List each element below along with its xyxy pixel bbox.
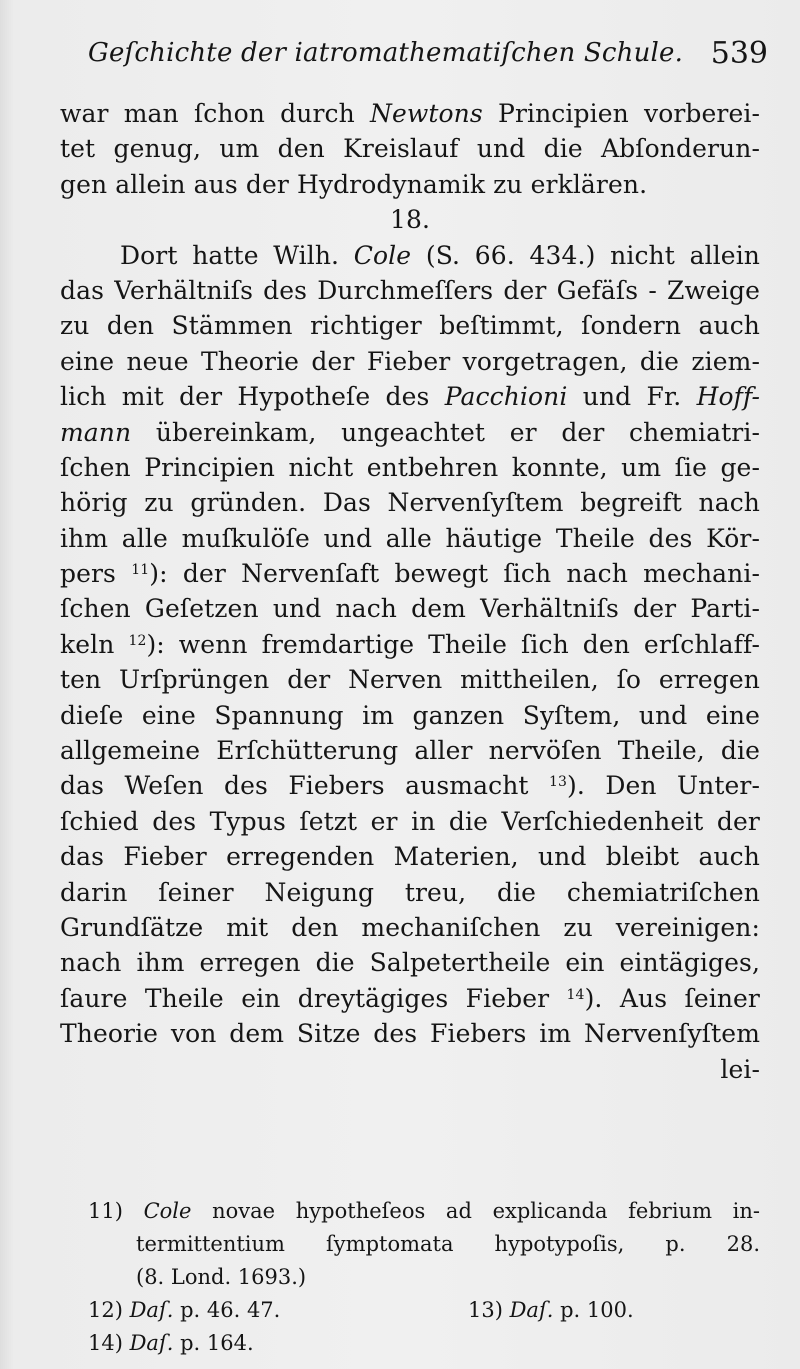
text-line: gen allein aus der Hydrodynamik zu erklären. <box>60 169 648 199</box>
text-line: keln $^{12}$): wenn fremdartige Theile ſich den erſchlaff- <box>60 629 760 659</box>
italic-text: Newtons <box>370 99 483 128</box>
catchword-text: lei- <box>720 1054 760 1084</box>
italic-text: Pacchioni <box>444 382 568 412</box>
text-line: das Weſen des Fiebers ausmacht $^{13}$). Den Unter- <box>60 771 760 801</box>
text-line: ihm alle muſkulöſe und alle häutige Theile des Kör- <box>60 523 760 553</box>
section-number-text: 18. <box>389 205 431 235</box>
text-line: nach ihm erregen die Salpetertheile ein eintägiges, <box>60 948 760 978</box>
text-line: Theorie von dem Sitze des Fiebers im Nervenſyſtem <box>60 1019 760 1049</box>
footnote-row <box>88 1294 760 1327</box>
page-number: 539 <box>710 36 768 71</box>
text-line: ten Urſprüngen der Nerven mittheilen, ſo erregen <box>60 665 760 695</box>
text-line: lich mit der Hypotheſe des Pacchioni und Fr. Hoff- <box>60 382 760 412</box>
text-line: ſchen Geſetzen und nach dem Verhältniſs der Parti- <box>60 594 760 624</box>
footnote-marker: 14 <box>566 986 585 1003</box>
text-line: dieſe eine Spannung im ganzen Syſtem, und eine <box>60 700 760 730</box>
footnote-14: 14) Daſ. p. 164. <box>88 1331 254 1355</box>
text-line: allgemeine Erſchütterung aller nervöſen Theile, die <box>60 736 760 766</box>
text-line: pers $^{11}$): der Nervenſaft bewegt ſich nach mechani- <box>60 559 760 589</box>
footnote-marker: 11 <box>131 562 150 579</box>
text-line: war man ſchon durch Newtons Principien vorberei- <box>60 99 760 128</box>
text-line: zu den Stämmen richtiger beſtimmt, ſondern auch <box>60 311 760 341</box>
italic-text: Daſ. <box>509 1298 554 1322</box>
footnote-row <box>88 1327 760 1360</box>
text-line: Grundſätze mit den mechaniſchen zu vereinigen: <box>60 912 760 942</box>
footnote-11-line-1: 11) Cole novae hypotheſeos ad explicanda febrium in- <box>88 1199 760 1223</box>
text-line: darin ſeiner Neigung treu, die chemiatriſchen <box>60 877 760 907</box>
text-line: tet genug, um den Kreislauf und die Abſonderun- <box>60 134 760 164</box>
footnotes <box>88 1195 760 1360</box>
italic-text: mann <box>60 417 132 447</box>
page-header <box>88 38 768 82</box>
catchword <box>60 1052 760 1087</box>
footnote-11-line-2: termittentium ſymptomata hypotypoſis, p. 28. <box>136 1232 760 1256</box>
footnote-11-line-3: (8. Lond. 1693.) <box>136 1265 307 1289</box>
text-line: ſchied des Typus ſetzt er in die Verſchiedenheit der <box>60 806 760 836</box>
footnote-marker: 13 <box>548 774 567 791</box>
text-line: mann übereinkam, ungeachtet er der chemiatri- <box>60 417 760 447</box>
body-text <box>60 96 760 1087</box>
footnote-marker: 12 <box>128 632 147 649</box>
text-line: das Fieber erregenden Materien, und bleibt auch <box>60 842 760 872</box>
text-line: ſchen Principien nicht entbehren konnte, um ſie ge- <box>60 452 760 482</box>
footnote-13: 13) Daſ. p. 100. <box>468 1298 634 1322</box>
text-line: Dort hatte Wilh. Cole (S. 66. 434.) nicht allein <box>120 240 760 270</box>
text-line: eine neue Theorie der Fieber vorgetragen, die ziem- <box>60 346 760 376</box>
italic-text: Cole <box>143 1199 192 1223</box>
italic-text: Cole <box>353 240 412 270</box>
text-line: ſaure Theile ein dreytägiges Fieber $^{14}$). Aus ſeiner <box>60 983 760 1013</box>
italic-text: Daſ. <box>129 1298 174 1322</box>
italic-text: Hoff- <box>696 382 760 412</box>
running-head: Geſchichte der iatromathematiſchen Schule. <box>88 38 684 68</box>
section-number <box>60 202 760 237</box>
italic-text: Daſ. <box>129 1331 174 1355</box>
text-line: hörig zu gründen. Das Nervenſyſtem begreift nach <box>60 488 760 518</box>
text-line: das Verhältniſs des Durchmeſſers der Gefäſs - Zweige <box>60 275 760 305</box>
footnote-12: 12) Daſ. p. 46. 47. <box>88 1298 281 1322</box>
